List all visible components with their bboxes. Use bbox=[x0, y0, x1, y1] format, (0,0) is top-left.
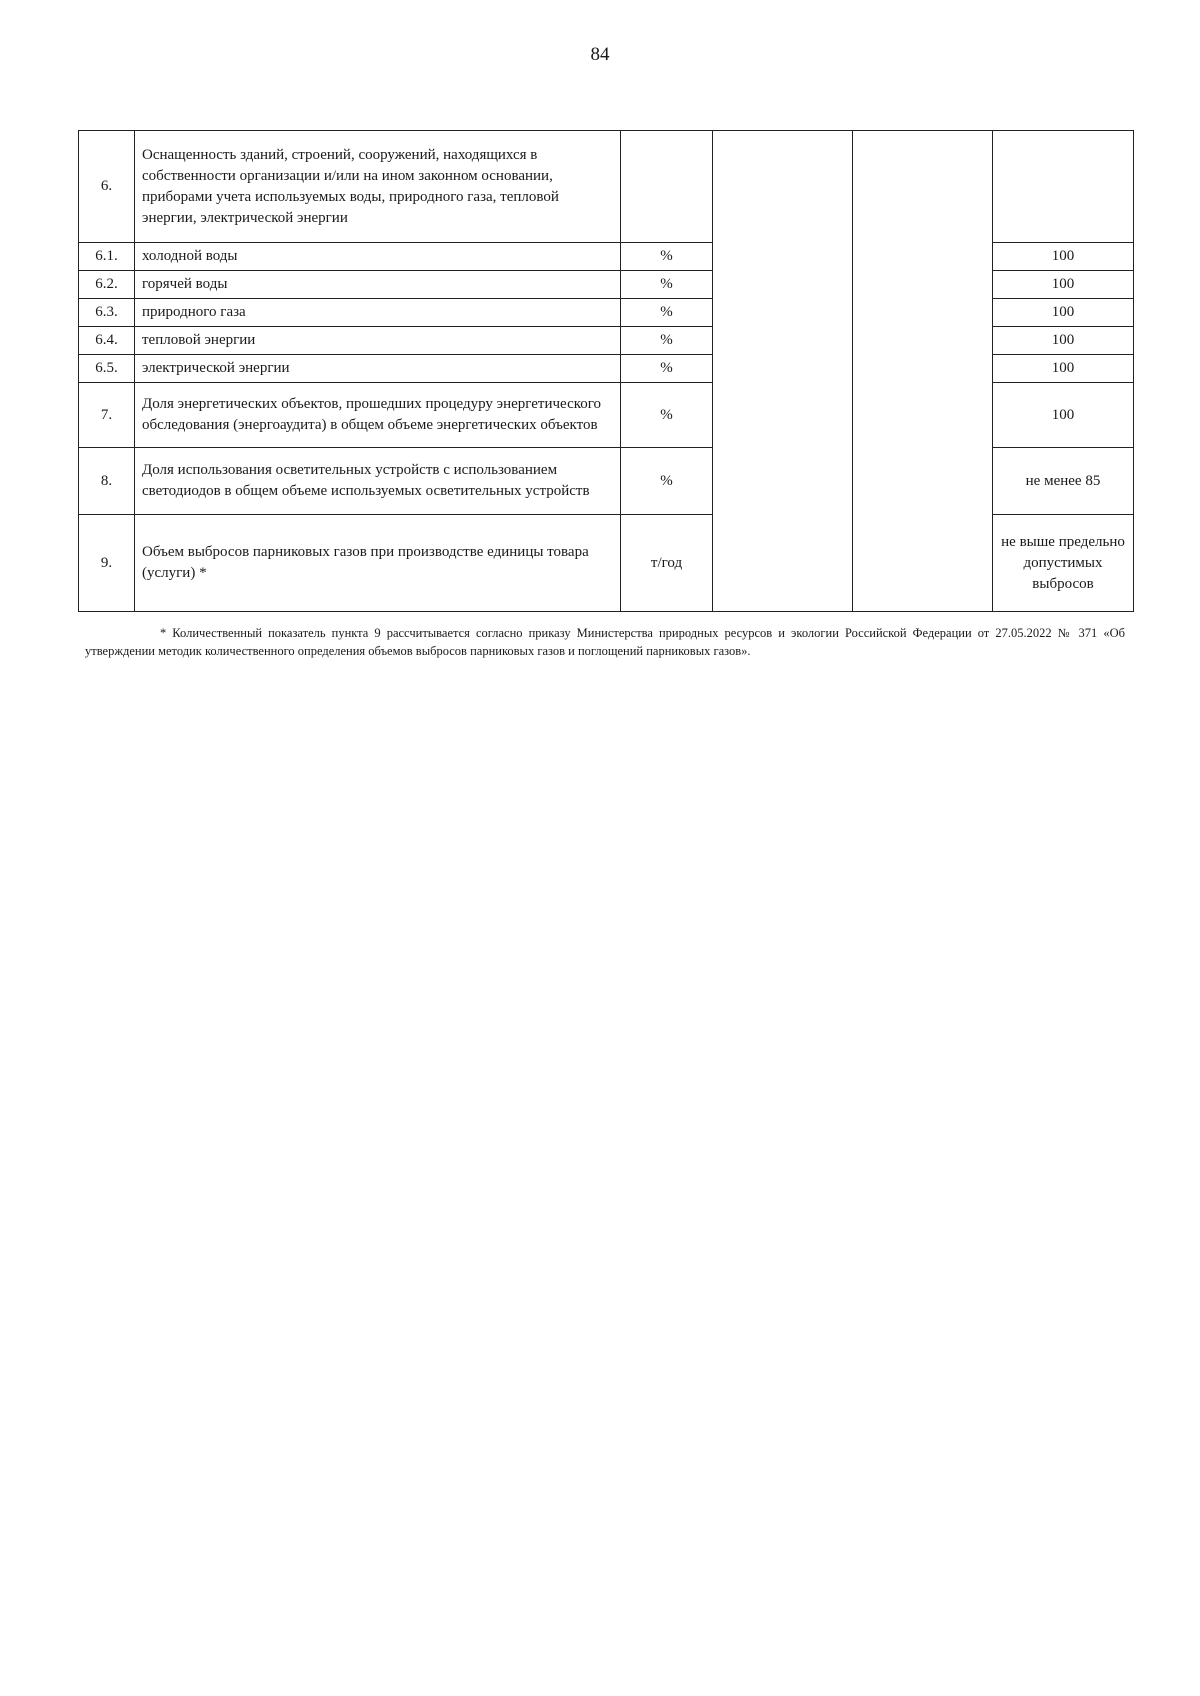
indicator-name: Оснащенность зданий, строений, сооружений, находящихся в собственности организации и/или на ином законном основании, приборами учета используемых воды, природного газа, тепловой энергии, электрической энергии bbox=[135, 131, 621, 243]
table-row bbox=[79, 131, 1134, 243]
row-number: 6.2. bbox=[79, 271, 135, 299]
indicators-table bbox=[78, 130, 1134, 612]
unit-cell: % bbox=[621, 299, 713, 327]
indicator-name: Доля энергетических объектов, прошедших процедуру энергетического обследования (энергоаудита) в общем объеме энергетических объектов bbox=[135, 383, 621, 448]
target-value: не менее 85 bbox=[993, 448, 1134, 515]
target-value bbox=[993, 131, 1134, 243]
row-number: 7. bbox=[79, 383, 135, 448]
row-number: 6.4. bbox=[79, 327, 135, 355]
unit-cell: % bbox=[621, 448, 713, 515]
indicator-name: природного газа bbox=[135, 299, 621, 327]
indicator-name: холодной воды bbox=[135, 243, 621, 271]
target-value: 100 bbox=[993, 383, 1134, 448]
target-value: 100 bbox=[993, 327, 1134, 355]
empty-column-2 bbox=[853, 131, 993, 612]
page-number: 84 bbox=[590, 44, 610, 65]
unit-cell: т/год bbox=[621, 515, 713, 612]
row-number: 9. bbox=[79, 515, 135, 612]
unit-cell: % bbox=[621, 243, 713, 271]
indicator-name: Объем выбросов парниковых газов при производстве единицы товара (услуги) * bbox=[135, 515, 621, 612]
unit-cell bbox=[621, 131, 713, 243]
target-value: 100 bbox=[993, 243, 1134, 271]
target-value: 100 bbox=[993, 299, 1134, 327]
row-number: 6.1. bbox=[79, 243, 135, 271]
unit-cell: % bbox=[621, 327, 713, 355]
row-number: 6.5. bbox=[79, 355, 135, 383]
target-value: не выше предельно допустимых выбросов bbox=[993, 515, 1134, 612]
row-number: 6. bbox=[79, 131, 135, 243]
footnote: * Количественный показатель пункта 9 рассчитывается согласно приказу Министерства природных ресурсов и экологии Российской Федерации от 27.05.2022 № 371 «Об утверждении методик количественного определения объемов выбросов парниковых газов и поглощений парниковых газов». bbox=[85, 626, 1125, 658]
indicator-name: горячей воды bbox=[135, 271, 621, 299]
target-value: 100 bbox=[993, 271, 1134, 299]
row-number: 8. bbox=[79, 448, 135, 515]
unit-cell: % bbox=[621, 383, 713, 448]
target-value: 100 bbox=[993, 355, 1134, 383]
unit-cell: % bbox=[621, 271, 713, 299]
indicator-name: тепловой энергии bbox=[135, 327, 621, 355]
indicator-name: Доля использования осветительных устройств с использованием светодиодов в общем объеме используемых осветительных устройств bbox=[135, 448, 621, 515]
empty-column-1 bbox=[713, 131, 853, 612]
indicator-name: электрической энергии bbox=[135, 355, 621, 383]
row-number: 6.3. bbox=[79, 299, 135, 327]
unit-cell: % bbox=[621, 355, 713, 383]
